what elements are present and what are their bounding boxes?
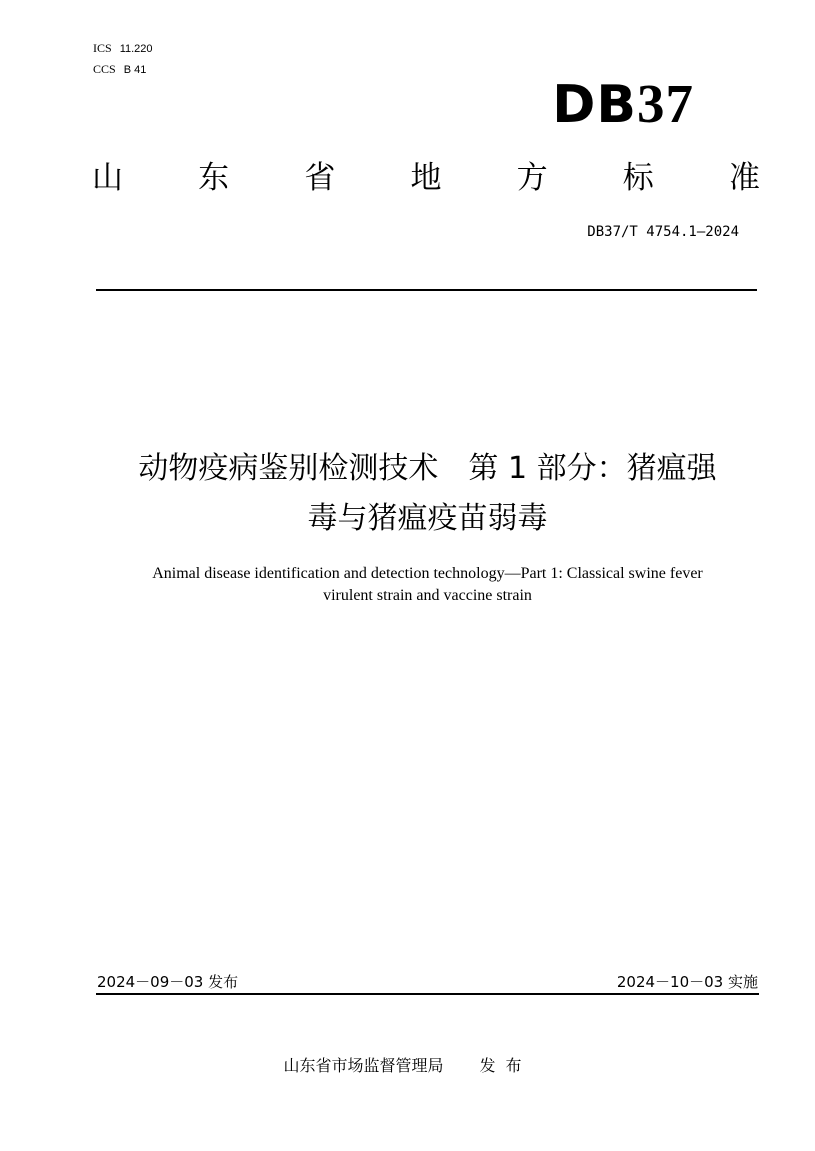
- standard-type-char: 方: [516, 160, 548, 196]
- ccs-label: CCS: [93, 62, 116, 76]
- db-logo: [552, 73, 694, 135]
- ccs-code: B 41: [123, 64, 147, 76]
- db-logo-number: 37: [637, 73, 694, 134]
- standard-number: DB37/T 4754.1—2024: [587, 224, 739, 240]
- title-chinese: [60, 444, 795, 544]
- standard-type-heading: [92, 158, 760, 198]
- ics-line: [93, 41, 153, 56]
- publisher: [0, 1053, 815, 1076]
- standard-type-char: 地: [410, 160, 442, 196]
- ics-label: ICS: [93, 41, 112, 55]
- ccs-line: [93, 62, 146, 77]
- title-chinese-line-2: 毒与猪瘟疫苗弱毒: [307, 501, 548, 536]
- standard-type-char: 标: [622, 160, 654, 196]
- standard-type-char: 准: [728, 160, 760, 196]
- issue-date: 2024－09－03 发布: [97, 973, 239, 991]
- standard-type-char: 省: [304, 160, 336, 196]
- standard-type-char: 山: [92, 160, 123, 196]
- title-chinese-line-1: 动物疫病鉴别检测技术 第 1 部分：猪瘟强: [138, 451, 717, 486]
- db-logo-letters: DB: [552, 75, 637, 135]
- top-divider: [96, 289, 757, 291]
- implementation-date: 2024－10－03 实施: [616, 973, 758, 991]
- title-english-line-2: virulent strain and vaccine strain: [323, 587, 532, 604]
- ics-code: 11.220: [119, 43, 153, 55]
- title-english-line-1: Animal disease identification and detection technology—Part 1: Classical swine fever: [152, 565, 703, 582]
- publisher-name: 山东省市场监督管理局: [283, 1056, 444, 1075]
- publisher-suffix: 发布: [479, 1056, 532, 1075]
- standard-type-char: 东: [198, 160, 230, 196]
- title-english: [60, 563, 795, 607]
- bottom-divider: [96, 993, 759, 995]
